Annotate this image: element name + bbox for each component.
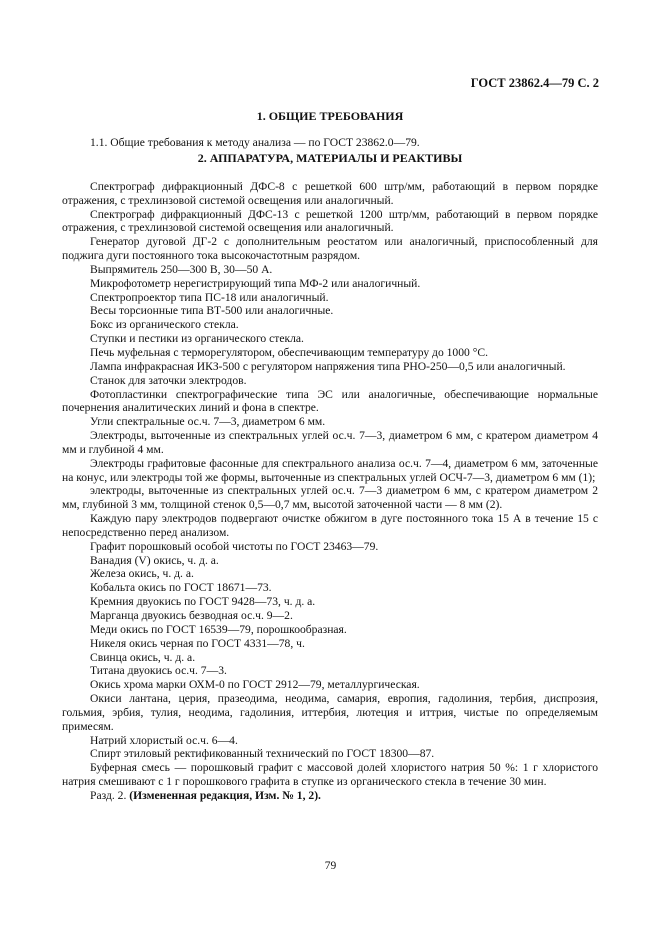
paragraph: Спирт этиловый ректификованный технический по ГОСТ 18300—87. xyxy=(90,747,435,761)
paragraph: Весы торсионные типа ВТ-500 или аналогичные. xyxy=(90,304,334,318)
paragraph: Генератор дуговой ДГ-2 с дополнительным реостатом или аналогичный, приспособленный для поджига дуги постоянного тока высокочастотным разрядом. xyxy=(62,235,598,263)
paragraph: Окиси лантана, церия, празеодима, неодима, самария, европия, гадолиния, тербия, диспрозия, гольмия, эрбия, тулия, неодима, гадолиния, иттербия, лютеция и иттрия, чистые по определяемым примесям. xyxy=(62,692,598,733)
revision-note-bold: (Измененная редакция, Изм. № 1, 2). xyxy=(129,788,321,802)
paragraph: Марганца двуокись безводная ос.ч. 9—2. xyxy=(90,609,293,622)
paragraph: Бокс из органического стекла. xyxy=(90,318,239,332)
paragraph: Спектрограф дифракционный ДФС-8 с решеткой 600 штр/мм, работающий в первом порядке отражения, с трехлинзовой системой освещения или аналогичный. xyxy=(62,179,598,207)
document-body xyxy=(62,108,598,803)
paragraph: Выпрямитель 250—300 В, 30—50 А. xyxy=(90,262,273,276)
section-2-title: 2. АППАРАТУРА, МАТЕРИАЛЫ И РЕАКТИВЫ xyxy=(197,150,463,165)
paragraph: Угли спектральные ос.ч. 7—3, диаметром 6 мм. xyxy=(90,415,326,429)
paragraph: Ступки и пестики из органического стекла. xyxy=(90,332,304,346)
paragraph: Электроды графитовые фасонные для спектрального анализа ос.ч. 7—4, диаметром 6 мм, заточенные на конус, или электроды той же формы, выточенные из спектральных углей ОСЧ-7—3, диаметром 6 мм (1); xyxy=(62,456,598,484)
paragraph: Натрий хлористый ос.ч. 6—4. xyxy=(90,733,238,747)
paragraph: Меди окись по ГОСТ 16539—79, порошкообразная. xyxy=(90,622,347,636)
paragraph: Титана двуокись ос.ч. 7—3. xyxy=(90,664,227,678)
paragraph: Железа окись, ч. д. а. xyxy=(90,567,194,581)
paragraph: Микрофотометр нерегистрирующий типа МФ-2 или аналогичный. xyxy=(90,276,421,290)
paragraph: Спектрограф дифракционный ДФС-13 с решеткой 1200 штр/мм, работающий в первом порядке отражения, с трехлинзовой системой освещения или аналогичный. xyxy=(62,207,598,235)
paragraph: Электроды, выточенные из спектральных углей ос.ч. 7—3, диаметром 6 мм, с кратером диаметром 4 мм и глубиной 4 мм. xyxy=(62,429,598,456)
paragraph: Графит порошковый особой чистоты по ГОСТ 23463—79. xyxy=(90,539,379,553)
revision-note xyxy=(62,789,598,803)
standard-header: ГОСТ 23862.4—79 С. 2 xyxy=(470,76,599,90)
paragraph: Каждую пару электродов подвергают очистке обжигом в дуге постоянного тока 15 А в течение 15 с непосредственно перед анализом. xyxy=(62,512,598,539)
section-1-paragraph: 1.1. Общие требования к методу анализа — по ГОСТ 23862.0—79. xyxy=(90,136,420,149)
paragraph: Фотопластинки спектрографические типа ЭС или аналогичные, обеспечивающие нормальные почернения аналитических линий и фона в спектре. xyxy=(62,387,598,415)
paragraph: Лампа инфракрасная ИКЗ-500 с регулятором напряжения типа РНО-250—0,5 или аналогичный. xyxy=(90,359,566,373)
paragraph: Окись хрома марки ОХМ-0 по ГОСТ 2912—79, металлургическая. xyxy=(90,678,420,692)
revision-note-prefix: Разд. 2. xyxy=(90,788,130,802)
paragraph: Ванадия (V) окись, ч. д. а. xyxy=(90,553,219,567)
paragraph: Станок для заточки электродов. xyxy=(90,373,247,387)
paragraph: Кремния двуокись по ГОСТ 9428—73, ч. д. а. xyxy=(90,595,316,609)
paragraph: Спектропроектор типа ПС-18 или аналогичный. xyxy=(90,290,329,304)
paragraph: электроды, выточенные из спектральных углей ос.ч. 7—3 диаметром 6 мм, с кратером диаметром 2 мм, глубиной 3 мм, толщиной стенок 0,5—0,7 мм, высотой заточенной части — 8 мм (2). xyxy=(62,484,598,512)
paragraph: Никеля окись черная по ГОСТ 4331—78, ч. xyxy=(90,636,305,650)
paragraph: Кобальта окись по ГОСТ 18671—73. xyxy=(90,581,272,595)
paragraph: Буферная смесь — порошковый графит с массовой долей хлористого натрия 50 %: 1 г хлористого натрия смешивают с 1 г порошкового графита в ступке из органического стекла в течение 30 мин. xyxy=(62,761,598,789)
page-number: 79 xyxy=(324,860,337,872)
paragraph: Печь муфельная с терморегулятором, обеспечивающим температуру до 1000 °С. xyxy=(90,345,488,359)
paragraph: Свинца окись, ч. д. а. xyxy=(90,650,196,664)
section-1-title: 1. ОБЩИЕ ТРЕБОВАНИЯ xyxy=(256,109,404,123)
